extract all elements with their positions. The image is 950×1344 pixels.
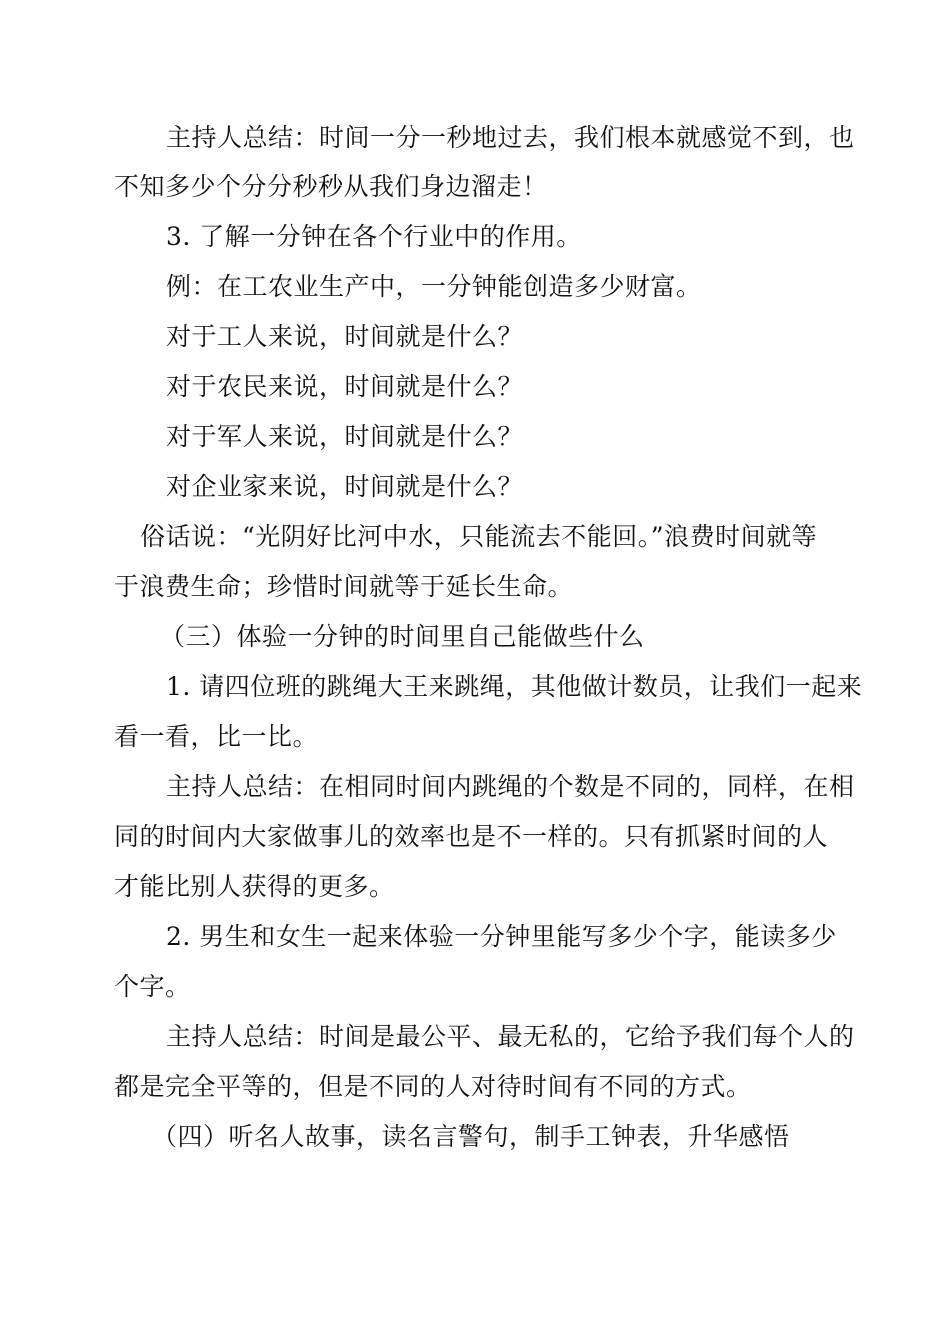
text-line: 对于工人来说，时间就是什么？ [166,322,524,351]
text-line: 例：在工农业生产中，一分钟能创造多少财富。 [166,272,702,301]
text-line: 同的时间内大家做事儿的效率也是不一样的。只有抓紧时间的人 [114,822,829,851]
text-line: 于浪费生命；珍惜时间就等于延长生命。 [114,572,574,601]
text-line: 对于军人来说，时间就是什么？ [166,422,524,451]
text-line: 都是完全平等的，但是不同的人对待时间有不同的方式。 [114,1072,752,1101]
text-line: 主持人总结：时间一分一秒地过去，我们根本就感觉不到，也 [166,123,855,152]
text-line: 看一看，比一比。 [114,722,319,751]
text-line: 个字。 [114,972,191,1001]
text-line: 才能比别人获得的更多。 [114,872,395,901]
text-line: 2. 男生和女生一起来体验一分钟里能写多少个字，能读多少 [166,922,837,951]
text-line: 不知多少个分分秒秒从我们身边溜走！ [114,172,548,201]
text-line: 对于农民来说，时间就是什么？ [166,372,524,401]
text-line: 主持人总结：在相同时间内跳绳的个数是不同的，同样，在相 [166,772,855,801]
text-line: 3. 了解一分钟在各个行业中的作用。 [166,222,582,251]
section-heading: （四）听名人故事，读名言警句，制手工钟表，升华感悟 [152,1122,790,1151]
section-heading: （三）体验一分钟的时间里自己能做些什么 [160,622,645,651]
text-line: 1. 请四位班的跳绳大王来跳绳，其他做计数员，让我们一起来 [166,672,863,701]
text-line: 对企业家来说，时间就是什么？ [166,472,524,501]
text-line: 主持人总结：时间是最公平、最无私的，它给予我们每个人的 [166,1022,855,1051]
text-line: 俗话说：“光阴好比河中水，只能流去不能回。”浪费时间就等 [140,522,818,551]
